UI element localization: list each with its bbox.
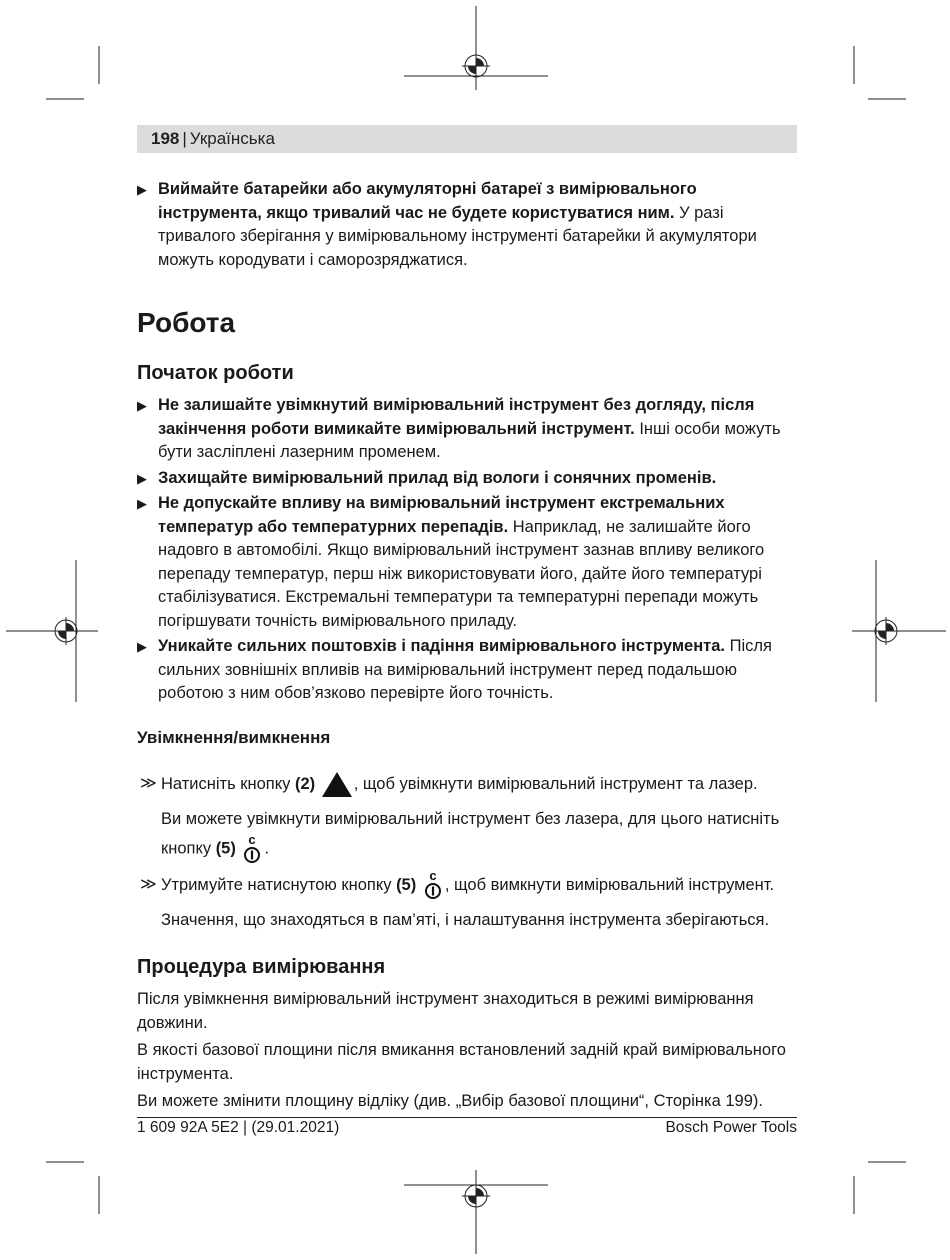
bullet-text: Інші особи можуть бути засліплені лазерним променем. — [158, 419, 781, 461]
page-number: 198 — [151, 129, 180, 148]
start-bullet-2 — [137, 467, 799, 491]
intro-bullet-bold: Виймайте батарейки або акумуляторні батареї з вимірювального інструмента, якщо тривалий час не будете користуватися ним. — [158, 180, 697, 222]
measure-paragraph-1: Після увімкнення вимірювальний інструмент знаходиться в режимі вимірювання довжини. — [137, 990, 754, 1032]
bullet-text: Після сильних зовнішніх впливів на вимірювальний інструмент перед подальшою роботою з ним обов’язково перевірте його точність. — [158, 637, 772, 702]
start-bullet-4 — [137, 635, 799, 706]
button-ref: (5) — [215, 838, 236, 857]
page-header — [137, 125, 797, 153]
measure-title: Процедура вимірювання — [137, 956, 386, 979]
power-step-1 — [137, 768, 799, 800]
power-note-1 — [137, 806, 799, 865]
footer-brand: Bosch Power Tools — [665, 1119, 797, 1136]
step-text: Натисніть кнопку — [161, 774, 295, 793]
power-note-2: Значення, що знаходяться в пам’яті, і налаштування інструмента зберігаються. — [161, 911, 770, 930]
intro-bullet — [137, 178, 799, 272]
bullet-bold: Захищайте вимірювальний прилад від вологи і сонячних променів. — [158, 468, 717, 487]
bullet-bold: Не залишайте увімкнутий вимірювальний інструмент без догляду, після закінчення роботи вимикайте вимірювальний інструмент. — [158, 396, 755, 438]
page-content — [137, 178, 799, 1118]
bullet-bold: Уникайте сильних поштовхів і падіння вимірювального інструмента. — [158, 637, 726, 655]
measure-paragraph-3: Ви можете змінити площину відліку (див. „Вибір базової площини“, Сторінка 199). — [137, 1092, 763, 1111]
icon-letter: c — [248, 832, 257, 847]
power-c-button-icon — [421, 869, 445, 901]
triangle-button-icon — [320, 770, 354, 798]
icon-letter: c — [429, 869, 437, 884]
note-text: . — [264, 838, 270, 857]
step-text: Утримуйте натиснутою кнопку — [161, 875, 397, 894]
button-ref: (2) — [294, 774, 316, 793]
button-ref: (5) — [396, 875, 417, 894]
power-c-button-icon — [240, 833, 264, 865]
measure-paragraph-2: В якості базової площини після вмикання встановлений задній край вимірювального інструмента. — [137, 1041, 786, 1083]
bullet-bold: Не допускайте впливу на вимірювальний інструмент екстремальних температур або температурних перепадів. — [158, 494, 725, 536]
intro-bullet-text: У разі тривалого зберігання у вимірювальному інструменті батарейки й акумулятори можуть кородувати і саморозряджатися. — [158, 203, 757, 269]
step-text: , щоб увімкнути вимірювальний інструмент та лазер. — [353, 774, 758, 793]
footer-rule — [137, 1117, 797, 1118]
bullet-text: Наприклад, не залишайте його надовго в автомобілі. Якщо вимірювальний інструмент зазнав впливу великого перепаду температур, перш ніж використовувати його, дайте його температурі стабілізуватися. Екстремальні температури та температурні перепади можуть погіршувати точність вимірювального приладу. — [158, 517, 765, 630]
step-text: , щоб вимкнути вимірювальний інструмент. — [444, 875, 775, 894]
header-language: Українська — [189, 129, 275, 148]
chevron-right-icon: ≫ — [140, 875, 157, 893]
power-title: Увімкнення/вимкнення — [137, 727, 331, 747]
section-title: Робота — [137, 307, 236, 338]
footer-doc-id: 1 609 92A 5E2 | (29.01.2021) — [137, 1119, 340, 1136]
note-text: Ви можете увімкнути вимірювальний інструмент без лазера, для цього натисніть кнопку — [161, 809, 780, 857]
chevron-right-icon: ≫ — [140, 774, 157, 792]
power-step-2 — [137, 869, 799, 902]
start-bullet-1 — [137, 394, 799, 465]
start-bullet-3 — [137, 492, 799, 633]
start-title: Початок роботи — [137, 362, 294, 384]
header-separator: | — [182, 129, 187, 148]
page-footer — [137, 1119, 797, 1137]
